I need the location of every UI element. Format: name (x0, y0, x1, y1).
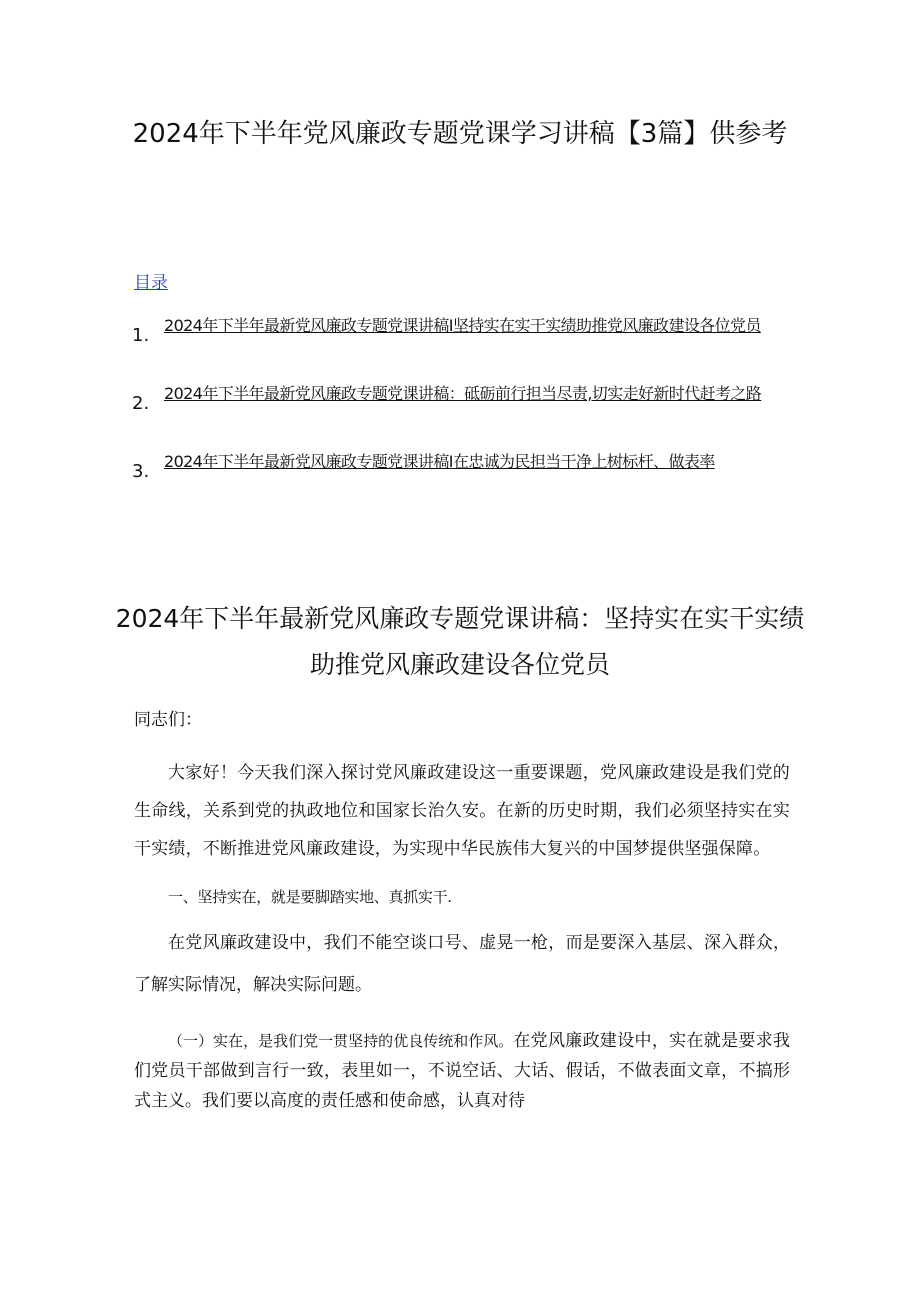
section-title: 2024年下半年最新党风廉政专题党课讲稿：坚持实在实干实绩助推党风廉政建设各位党员 (115, 604, 805, 679)
toc-item-number: 3. (132, 461, 150, 482)
toc-item-number: 2. (132, 393, 150, 414)
paragraph: 大家好！今天我们深入探讨党风廉政建设这一重要课题，党风廉政建设是我们党的生命线，关系到党的执政地位和国家长治久安。在新的历史时期，我们必须坚持实在实干实绩，不断推进党风廉政建设，为实现中华民族伟大复兴的中国梦提供坚强保障。 (134, 763, 790, 859)
paragraph-lead: （一）实在，是我们党一贯坚持的优良传统和作风。 (168, 1032, 514, 1050)
toc-item-number: 1. (132, 325, 150, 346)
toc-item[interactable] (132, 380, 792, 428)
toc-item[interactable] (132, 448, 792, 496)
document-title: 2024年下半年党风廉政专题党课学习讲稿【3篇】供参考 (132, 119, 788, 149)
paragraph (134, 1026, 790, 1116)
table-of-contents (132, 312, 792, 516)
toc-item-link[interactable]: 2024年下半年最新党风廉政专题党课讲稿：砥砺前行担当尽责,切实走好新时代赶考之路 (164, 384, 762, 403)
greeting: 同志们： (134, 710, 202, 730)
toc-heading-link[interactable]: 目录 (134, 273, 168, 293)
toc-item[interactable] (132, 312, 792, 360)
toc-item-link[interactable]: 2024年下半年最新党风廉政专题党课讲稿I坚持实在实干实绩助推党风廉政建设各位党员 (164, 316, 761, 335)
paragraph: 在党风廉政建设中，我们不能空谈口号、虚晃一枪，而是要深入基层、深入群众，了解实际情况，解决实际问题。 (134, 933, 790, 995)
paragraph-text: 在党风廉政建设中，实在就是要求我们党员干部做到言行一致，表里如一，不说空话、大话、假话，不做表面文章，不搞形式主义。我们要以高度的责任感和使命感，认真对待 (134, 1031, 791, 1111)
subheading: 一、坚持实在，就是要脚踏实地、真抓实干. (168, 888, 452, 906)
toc-item-link[interactable]: 2024年下半年最新党风廉政专题党课讲稿I在忠诚为民担当干净上树标杆、做表率 (164, 452, 715, 471)
document-body (134, 706, 790, 1116)
